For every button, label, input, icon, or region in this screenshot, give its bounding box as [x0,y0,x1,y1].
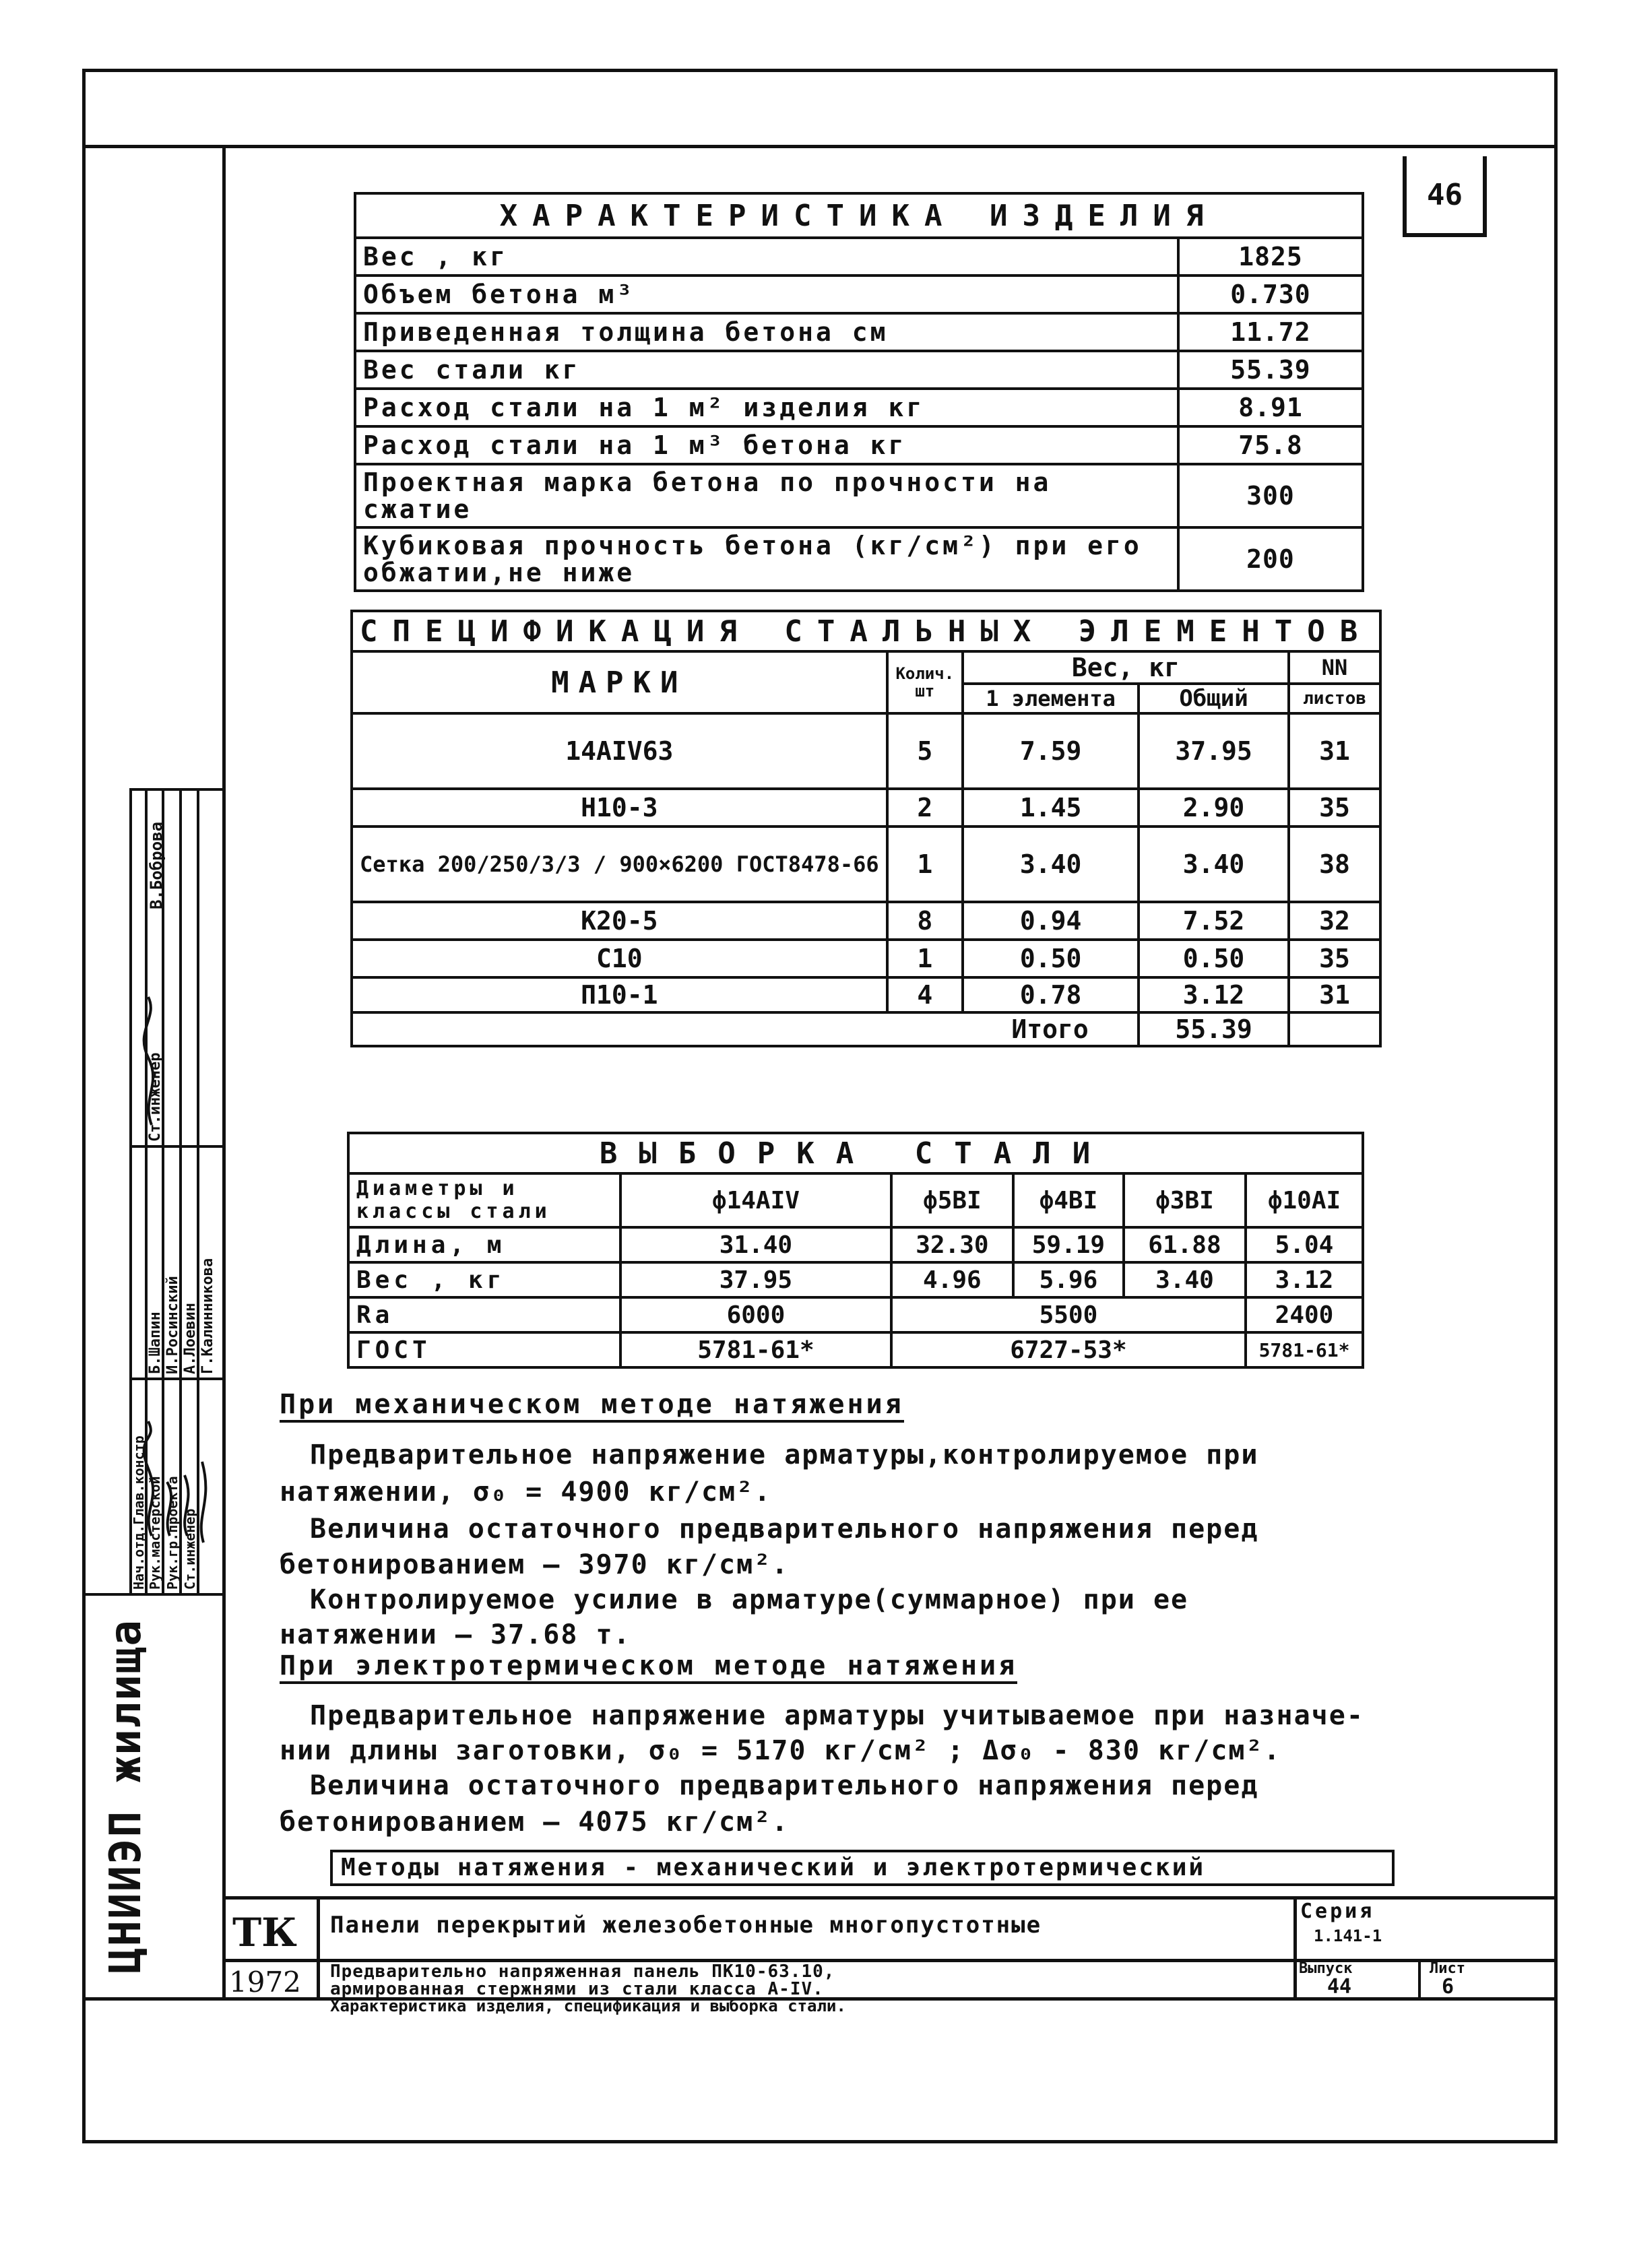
sel-col: ф3ВI [1124,1173,1246,1227]
spec-mark: П10-1 [352,977,887,1012]
name: Б.Шапин [147,1311,164,1374]
char-value: 1825 [1178,238,1363,276]
spec-qty: 1 [887,940,963,977]
series-label: Серия [1300,1900,1375,1923]
spec-one: 0.50 [963,940,1139,977]
characteristics-table [354,192,1364,592]
spec-sheet: 38 [1289,827,1380,902]
char-value: 11.72 [1178,313,1363,351]
desc-line: армированная стержнями из стали класса А-IV. [330,1979,824,1999]
issue-value: 44 [1327,1975,1352,1999]
side-line [129,788,222,791]
spec-sheet: 32 [1289,902,1380,940]
spec-one: 1.45 [963,789,1139,827]
text-line: бетонированием — 3970 кг/см². [280,1549,790,1580]
name: Ст.инженер [147,1052,164,1142]
spec-qty: 1 [887,827,963,902]
sheet-value: 6 [1442,1975,1454,1999]
col-weight: Вес, кг [963,651,1289,684]
char-value: 55.39 [1178,351,1363,389]
length-value: 5.04 [1246,1227,1363,1262]
ra-value: 6000 [620,1297,891,1332]
length-value: 59.19 [1013,1227,1124,1262]
role: Рук.мастерской [147,1476,163,1590]
weight-value: 3.12 [1246,1262,1363,1297]
char-label: Объем бетона м³ [355,276,1178,313]
spec-total: 3.40 [1139,827,1289,902]
spec-total: 37.95 [1139,713,1289,789]
char-value: 8.91 [1178,389,1363,426]
spec-mark: Н10-3 [352,789,887,827]
char-label: Расход стали на 1 м³ бетона кг [355,426,1178,464]
spec-qty: 4 [887,977,963,1012]
spec-qty: 5 [887,713,963,789]
spec-mark: К20-5 [352,902,887,940]
char-label: Проектная марка бетона по прочности на сжатие [355,464,1178,527]
text-line: Предварительное напряжение арматуры,контролируемое при [310,1439,1259,1470]
heading-electrothermal: При электротермическом методе натяжения [280,1650,1017,1684]
sheet-number: 46 [1403,156,1487,237]
role: Рук.гр.проекта [164,1476,181,1590]
char-label: Приведенная толщина бетона см [355,313,1178,351]
spec-sheet: 31 [1289,713,1380,789]
text-line: натяжении — 37.68 т. [280,1619,631,1650]
top-border-line [82,145,1558,148]
total-row [352,1012,1380,1046]
spec-total: 3.12 [1139,977,1289,1012]
spec-qty: 2 [887,789,963,827]
role: Ст.инженер [182,1508,198,1590]
spec-total: 0.50 [1139,940,1289,977]
title-block-v3 [1418,1959,1421,1997]
year: 1972 [229,1966,301,1999]
text-line: нии длины заготовки, σ₀ = 5170 кг/см² ; Δσ₀ - 830 кг/см². [280,1735,1281,1766]
selection-title: ВЫБОРКА СТАЛИ [348,1133,1363,1173]
weight-value: 5.96 [1013,1262,1124,1297]
length-label: Длина, м [348,1227,620,1262]
table-row [352,827,1380,902]
spec-one: 0.94 [963,902,1139,940]
weight-label: Вес , кг [348,1262,620,1297]
spec-qty: 8 [887,902,963,940]
sel-col: ф10АI [1246,1173,1363,1227]
text-line: Контролируемое усилие в арматуре(суммарное) при ее [310,1584,1189,1615]
char-label: Расход стали на 1 м² изделия кг [355,389,1178,426]
name: В.Боброва [147,821,166,909]
spec-sheet: 35 [1289,789,1380,827]
table-row [352,940,1380,977]
specification-title: СПЕЦИФИКАЦИЯ СТАЛЬНЫХ ЭЛЕМЕНТОВ [352,611,1380,651]
desc-line: Предварительно напряженная панель ПК10-63.10, [330,1962,835,1982]
char-value: 0.730 [1178,276,1363,313]
role: Нач.отд.Глав.констр [131,1435,147,1590]
table-row [352,977,1380,1012]
length-value: 32.30 [891,1227,1013,1262]
spec-sheet: 35 [1289,940,1380,977]
name: И.Росинский [164,1276,181,1374]
specification-table [350,610,1382,1047]
gost-value: 5781-61* [620,1332,891,1367]
char-label: Вес , кг [355,238,1178,276]
gost-value: 5781-61* [1246,1332,1363,1367]
name: Г.Калинникова [199,1258,216,1374]
methods-box: Методы натяжения - механический и электротермический [330,1850,1395,1886]
series-value: 1.141-1 [1314,1926,1382,1945]
desc-line: Характеристика изделия, спецификация и выборка стали. [330,1997,846,2015]
text-line: Величина остаточного предварительного напряжения перед [310,1770,1259,1801]
spec-one: 3.40 [963,827,1139,902]
char-label: Вес стали кг [355,351,1178,389]
sel-col: ф5ВI [891,1173,1013,1227]
text-line: Величина остаточного предварительного напряжения перед [310,1514,1259,1545]
characteristics-title: ХАРАКТЕРИСТИКА ИЗДЕЛИЯ [355,193,1363,238]
table-row [352,713,1380,789]
char-value: 200 [1178,527,1363,591]
col-marks: МАРКИ [352,651,887,713]
col-qty: Колич. шт [887,651,963,713]
weight-value: 4.96 [891,1262,1013,1297]
spec-mark: С10 [352,940,887,977]
side-org: ЦНИИЭП жилища [101,1619,151,1974]
spec-one: 0.78 [963,977,1139,1012]
side-line [82,1593,222,1596]
ra-label: Rа [348,1297,620,1332]
org-code: ТК [232,1910,297,1955]
col-weight-one: 1 элемента [963,684,1139,713]
table-row [352,902,1380,940]
total-label: Итого [963,1012,1139,1046]
text-line: бетонированием — 4075 кг/см². [280,1807,790,1838]
signatures-drawing [128,909,222,1583]
spec-sheet: 31 [1289,977,1380,1012]
spec-total: 2.90 [1139,789,1289,827]
table-row [352,789,1380,827]
sheet-label: Лист [1430,1960,1465,1977]
spec-mark: 14АIV63 [352,713,887,789]
ra-value: 2400 [1246,1297,1363,1332]
length-value: 61.88 [1124,1227,1246,1262]
issue-label: Выпуск [1299,1960,1353,1977]
title-line: Панели перекрытий железобетонные многопустотные [330,1912,1042,1939]
sel-header-label: Диаметры и классы стали [348,1173,620,1227]
heading-mechanical: При механическом методе натяжения [280,1389,904,1423]
ra-value: 5500 [891,1297,1246,1332]
weight-value: 37.95 [620,1262,891,1297]
gost-label: ГОСТ [348,1332,620,1367]
total-value: 55.39 [1139,1012,1289,1046]
spec-mark: Сетка 200/250/3/3 / 900×6200 ГОСТ8478-66 [352,827,887,902]
char-value: 75.8 [1178,426,1363,464]
col-weight-total: Общий [1139,684,1289,713]
spec-total: 7.52 [1139,902,1289,940]
text-line: натяжении, σ₀ = 4900 кг/см². [280,1477,772,1508]
col-sheets-bottom: листов [1289,684,1380,713]
spec-one: 7.59 [963,713,1139,789]
title-block-v2 [1293,1896,1297,1997]
char-label: Кубиковая прочность бетона (кг/см²) при его обжатии,не ниже [355,527,1178,591]
length-value: 31.40 [620,1227,891,1262]
title-block-v1 [317,1896,320,1997]
weight-value: 3.40 [1124,1262,1246,1297]
side-strip-divider [222,145,226,1997]
selection-table [347,1132,1364,1369]
text-line: Предварительное напряжение арматуры учитываемое при назначе- [310,1700,1364,1731]
name: А.Лоевин [182,1303,199,1374]
gost-value: 6727-53* [891,1332,1246,1367]
col-sheets-top: NN [1289,651,1380,684]
sel-col: ф14АIV [620,1173,891,1227]
sel-col: ф4ВI [1013,1173,1124,1227]
char-value: 300 [1178,464,1363,527]
